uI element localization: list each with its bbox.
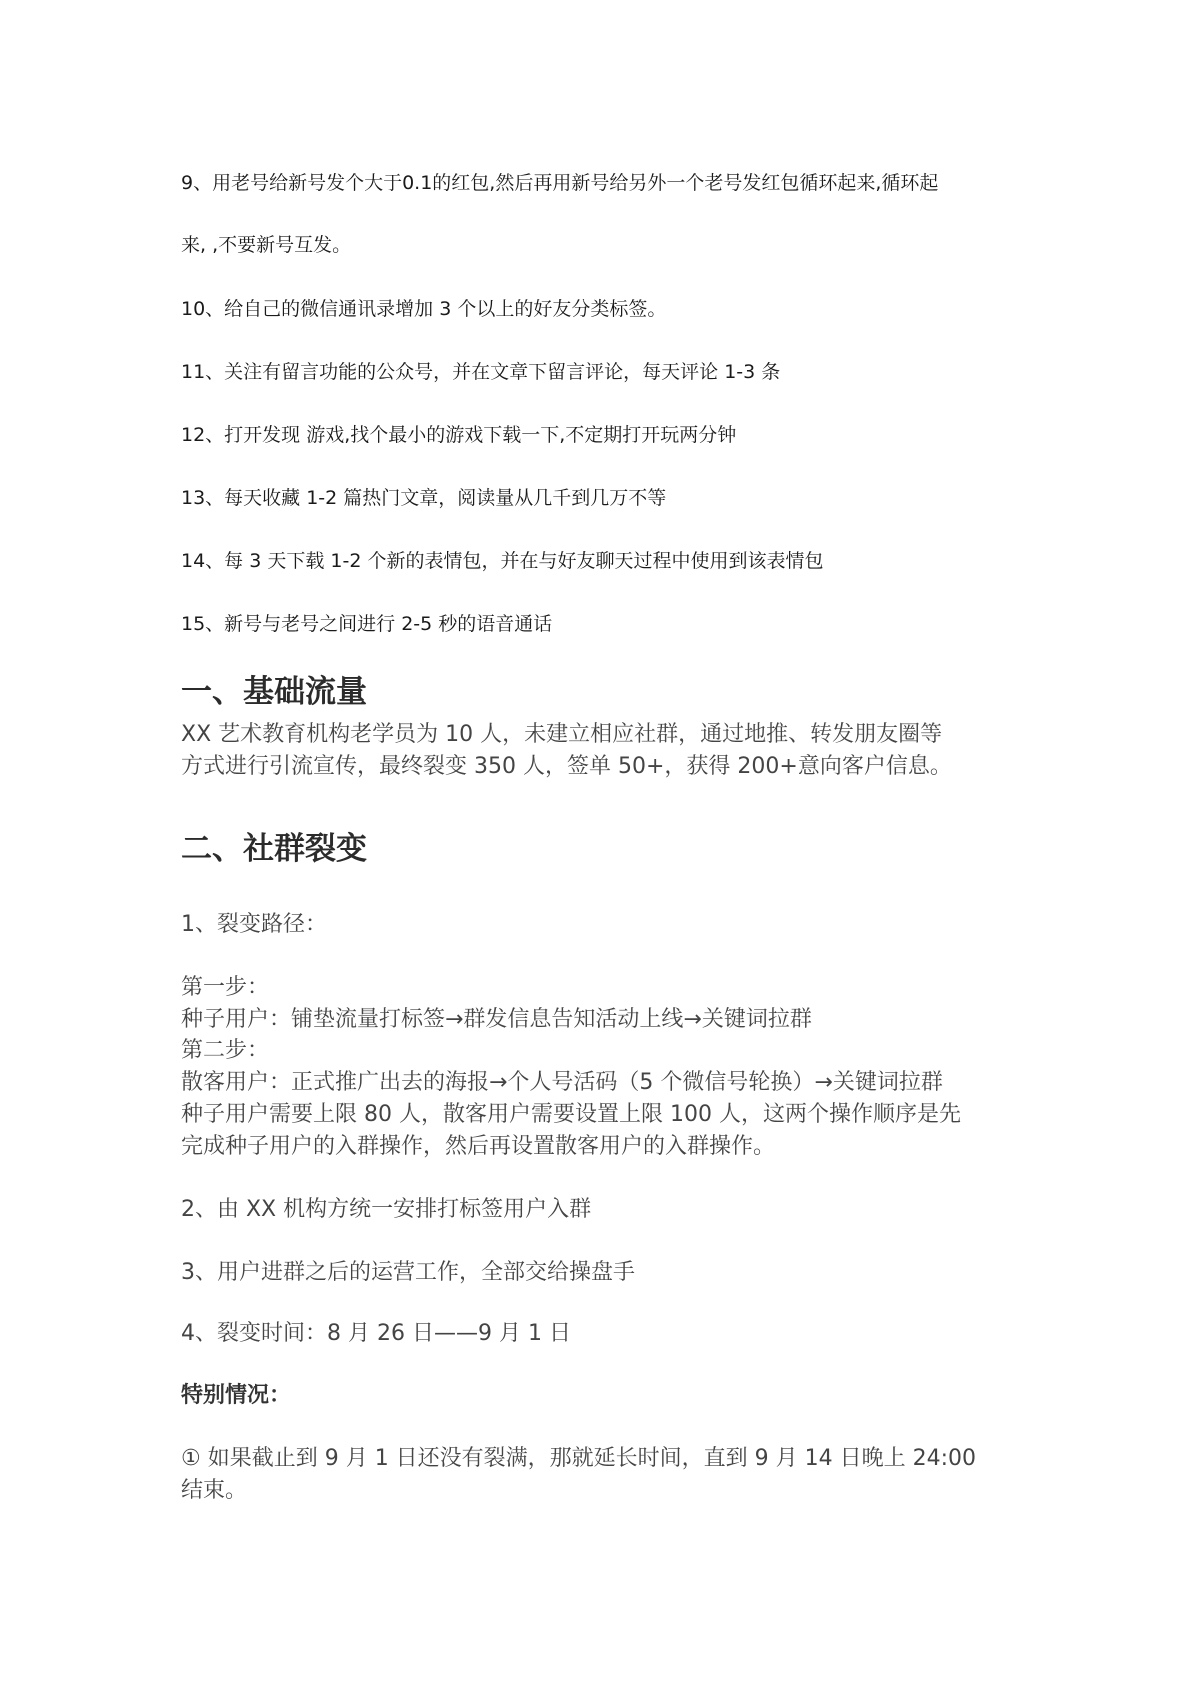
basic-traffic-line-2: 方式进行引流宣传，最终裂变 350 人，签单 50+，获得 200+意向客户信息。 (181, 754, 952, 779)
basic-traffic-line-1: XX 艺术教育机构老学员为 10 人，未建立相应社群，通过地推、转发朋友圈等 (181, 722, 943, 747)
step-2-line-1: 散客用户：正式推广出去的海报→个人号活码（5 个微信号轮换）→关键词拉群 (181, 1070, 943, 1095)
tip-9-line-2: 来, ,不要新号互发。 (181, 234, 352, 256)
section-heading-basic-traffic: 一、基础流量 (181, 674, 367, 710)
fission-path-item: 1、裂变路径： (181, 912, 327, 937)
special-case-line-1: ① 如果截止到 9 月 1 日还没有裂满，那就延长时间，直到 9 月 14 日晚上 24:00 (181, 1446, 977, 1471)
tip-13: 13、每天收藏 1-2 篇热门文章，阅读量从几千到几万不等 (181, 487, 667, 509)
item-4-fission-time: 4、裂变时间：8 月 26 日——9 月 1 日 (181, 1321, 571, 1346)
step-2-label: 第二步： (181, 1038, 270, 1063)
step-1-label: 第一步： (181, 975, 270, 1000)
tip-14: 14、每 3 天下载 1-2 个新的表情包，并在与好友聊天过程中使用到该表情包 (181, 550, 824, 572)
tip-9-line-1: 9、用老号给新号发个大于0.1的红包,然后再用新号给另外一个老号发红包循环起来,循环起 (181, 172, 939, 194)
step-2-line-2: 种子用户需要上限 80 人，散客用户需要设置上限 100 人，这两个操作顺序是先 (181, 1102, 961, 1127)
special-case-label: 特别情况： (181, 1383, 292, 1408)
item-2: 2、由 XX 机构方统一安排打标签用户入群 (181, 1197, 592, 1222)
tip-12: 12、打开发现 游戏,找个最小的游戏下载一下,不定期打开玩两分钟 (181, 424, 737, 446)
section-heading-community-fission: 二、社群裂变 (181, 831, 367, 867)
step-1-text: 种子用户：铺垫流量打标签→群发信息告知活动上线→关键词拉群 (181, 1007, 812, 1032)
step-2-line-3: 完成种子用户的入群操作，然后再设置散客用户的入群操作。 (181, 1134, 776, 1159)
tip-10: 10、给自己的微信通讯录增加 3 个以上的好友分类标签。 (181, 298, 667, 320)
special-case-line-2: 结束。 (181, 1478, 248, 1503)
tip-15: 15、新号与老号之间进行 2-5 秒的语音通话 (181, 613, 553, 635)
item-3: 3、用户进群之后的运营工作，全部交给操盘手 (181, 1260, 635, 1285)
tip-11: 11、关注有留言功能的公众号，并在文章下留言评论，每天评论 1-3 条 (181, 361, 781, 383)
